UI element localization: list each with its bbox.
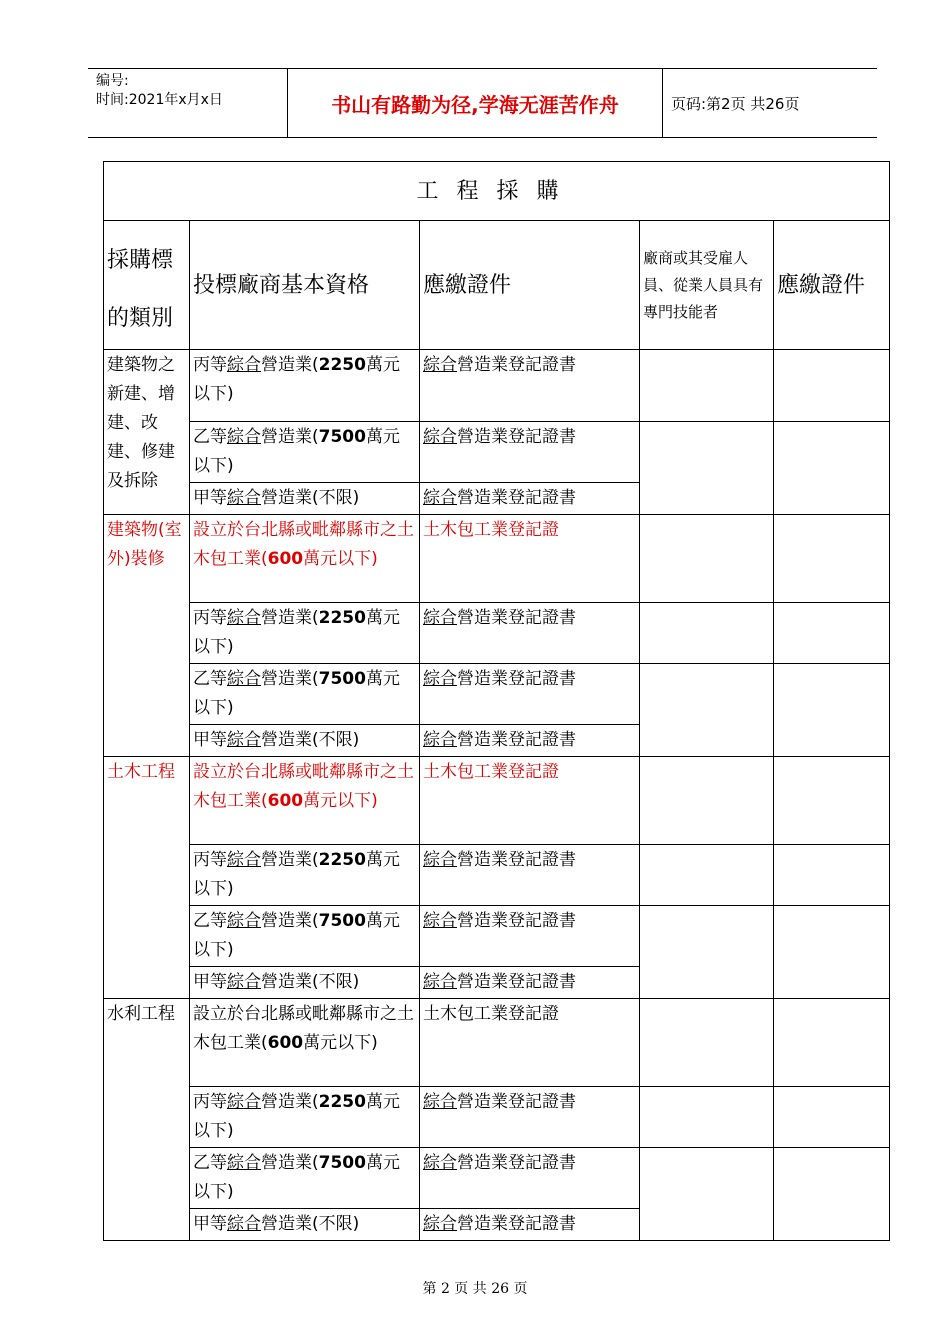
staff-doc-cell (774, 757, 890, 845)
time-label: 时间:2021年x月x日 (96, 92, 223, 108)
qualification-cell: 甲等綜合營造業(不限) (190, 483, 420, 515)
document-cell: 綜合營造業登記證書 (420, 483, 640, 515)
document-cell: 土木包工業登記證 (420, 999, 640, 1087)
staff-doc-cell (774, 664, 890, 757)
header-meta (88, 69, 288, 137)
staff-doc-cell (774, 1148, 890, 1241)
table-row (104, 515, 890, 603)
document-cell: 綜合營造業登記證書 (420, 603, 640, 664)
header-qualification: 投標廠商基本資格 (190, 221, 420, 350)
document-cell: 綜合營造業登記證書 (420, 725, 640, 757)
table-row (104, 350, 890, 422)
table-row (104, 999, 890, 1087)
staff-doc-cell (774, 603, 890, 664)
staff-cell (640, 1148, 774, 1241)
staff-doc-cell (774, 422, 890, 515)
table-row (104, 906, 890, 967)
category-cell: 建築物之新建、增建、改建、修建及拆除 (104, 350, 190, 515)
category-cell: 建築物(室外)裝修 (104, 515, 190, 757)
header-category: 採購標的類別 (104, 221, 190, 350)
table-row (104, 422, 890, 483)
staff-cell (640, 1087, 774, 1148)
page-footer: 第 2 页 共 26 页 (422, 1281, 528, 1297)
staff-cell (640, 664, 774, 757)
staff-cell (640, 350, 774, 422)
staff-doc-cell (774, 515, 890, 603)
qualification-cell: 乙等綜合營造業(7500萬元以下) (190, 664, 420, 725)
table-title: 工程採購 (104, 162, 890, 221)
qualification-cell: 甲等綜合營造業(不限) (190, 1209, 420, 1241)
header-documents-2: 應繳證件 (774, 221, 890, 350)
staff-doc-cell (774, 999, 890, 1087)
table-row (104, 845, 890, 906)
procurement-table (103, 161, 890, 1241)
header-documents: 應繳證件 (420, 221, 640, 350)
document-cell: 綜合營造業登記證書 (420, 422, 640, 483)
document-cell: 土木包工業登記證 (420, 515, 640, 603)
document-cell: 綜合營造業登記證書 (420, 350, 640, 422)
qualification-cell: 丙等綜合營造業(2250萬元以下) (190, 845, 420, 906)
staff-doc-cell (774, 350, 890, 422)
qualification-cell: 乙等綜合營造業(7500萬元以下) (190, 1148, 420, 1209)
qualification-cell: 甲等綜合營造業(不限) (190, 967, 420, 999)
staff-doc-cell (774, 1087, 890, 1148)
qualification-cell: 設立於台北縣或毗鄰縣市之土木包工業(600萬元以下) (190, 757, 420, 845)
document-cell: 綜合營造業登記證書 (420, 845, 640, 906)
page-header (88, 68, 877, 138)
qualification-cell: 丙等綜合營造業(2250萬元以下) (190, 603, 420, 664)
staff-doc-cell (774, 845, 890, 906)
table-row (104, 1087, 890, 1148)
header-motto: 书山有路勤为径,学海无涯苦作舟 (288, 69, 663, 137)
document-cell: 綜合營造業登記證書 (420, 1087, 640, 1148)
staff-cell (640, 845, 774, 906)
staff-cell (640, 515, 774, 603)
qualification-cell: 甲等綜合營造業(不限) (190, 725, 420, 757)
document-cell: 綜合營造業登記證書 (420, 967, 640, 999)
header-page-info: 页码:第2页 共26页 (671, 94, 800, 113)
qualification-cell: 乙等綜合營造業(7500萬元以下) (190, 906, 420, 967)
staff-doc-cell (774, 906, 890, 999)
category-cell: 土木工程 (104, 757, 190, 999)
qualification-cell: 丙等綜合營造業(2250萬元以下) (190, 1087, 420, 1148)
category-cell: 水利工程 (104, 999, 190, 1241)
table-row (104, 1148, 890, 1209)
table-row (104, 757, 890, 845)
qualification-cell: 丙等綜合營造業(2250萬元以下) (190, 350, 420, 422)
qualification-cell: 設立於台北縣或毗鄰縣市之土木包工業(600萬元以下) (190, 515, 420, 603)
number-label: 编号: (96, 73, 129, 89)
document-cell: 綜合營造業登記證書 (420, 906, 640, 967)
qualification-cell: 設立於台北縣或毗鄰縣市之土木包工業(600萬元以下) (190, 999, 420, 1087)
document-cell: 綜合營造業登記證書 (420, 1148, 640, 1209)
table-row (104, 664, 890, 725)
table-row (104, 603, 890, 664)
staff-cell (640, 422, 774, 515)
document-cell: 綜合營造業登記證書 (420, 1209, 640, 1241)
document-cell: 土木包工業登記證 (420, 757, 640, 845)
header-staff: 廠商或其受雇人員、從業人員具有專門技能者 (640, 221, 774, 350)
staff-cell (640, 906, 774, 999)
document-cell: 綜合營造業登記證書 (420, 664, 640, 725)
staff-cell (640, 999, 774, 1087)
staff-cell (640, 757, 774, 845)
staff-cell (640, 603, 774, 664)
qualification-cell: 乙等綜合營造業(7500萬元以下) (190, 422, 420, 483)
